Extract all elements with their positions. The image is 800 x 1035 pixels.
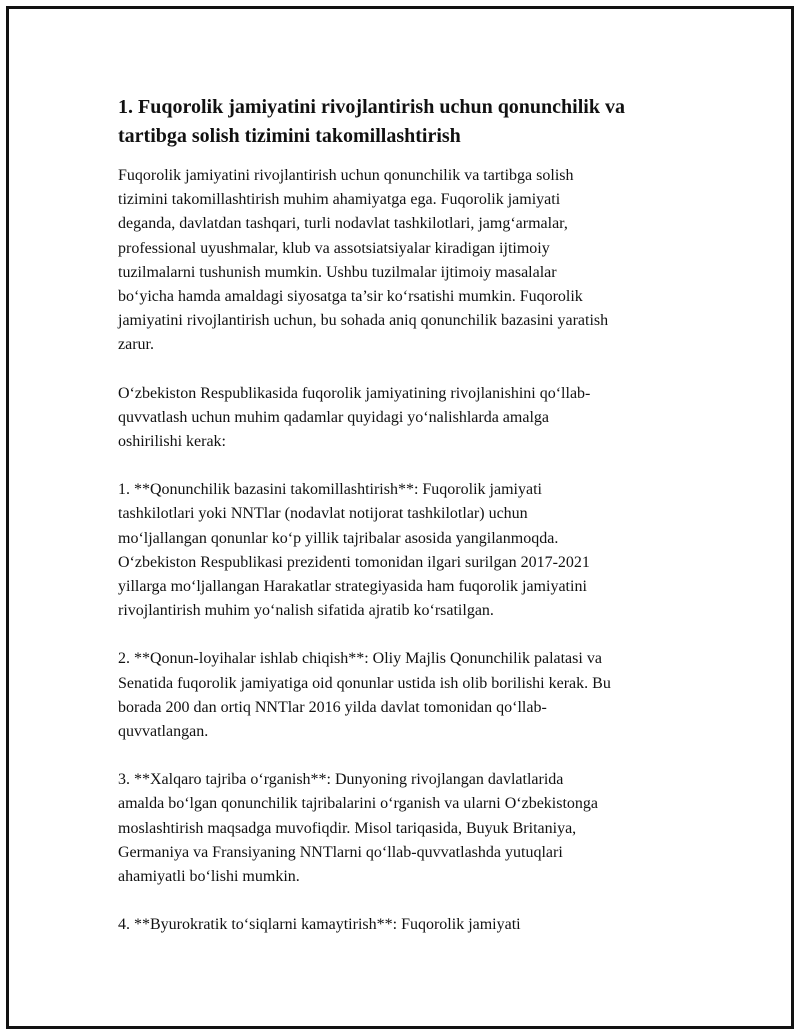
- text-line: borada 200 dan ortiq NNTlar 2016 yilda davlat tomonidan qo‘llab-: [118, 698, 547, 716]
- heading-line: 1. Fuqorolik jamiyatini rivojlantirish uchun qonunchilik va: [118, 96, 625, 118]
- text-line: quvvatlangan.: [118, 723, 209, 741]
- text-line: O‘zbekiston Respublikasida fuqorolik jamiyatining rivojlanishini qo‘llab-: [118, 384, 591, 402]
- heading-line: tartibga solish tizimini takomillashtirish: [118, 125, 461, 147]
- text-line: rivojlantirish muhim yo‘nalish sifatida ajratib ko‘rsatilgan.: [118, 602, 494, 620]
- text-line: deganda, davlatdan tashqari, turli nodavlat tashkilotlari, jamg‘armalar,: [118, 215, 568, 233]
- text-line: professional uyushmalar, klub va assotsiatsiyalar kiradigan ijtimoiy: [118, 239, 550, 257]
- list-item-3: [118, 768, 698, 889]
- text-line: amalda bo‘lgan qonunchilik tajribalarini o‘rganish va ularni O‘zbekistonga: [118, 795, 599, 813]
- text-line: Germaniya va Fransiyaning NNTlarni qo‘llab-quvvatlashda yutuqlari: [118, 843, 563, 861]
- text-line: Senatida fuqorolik jamiyatiga oid qonunlar ustida ish olib borilishi kerak. Bu: [118, 674, 611, 692]
- text-line: O‘zbekiston Respublikasi prezidenti tomonidan ilgari surilgan 2017-2021: [118, 553, 590, 571]
- list-item-4: [118, 913, 698, 937]
- text-line: 2. **Qonun-loyihalar ishlab chiqish**: Oliy Majlis Qonunchilik palatasi va: [118, 650, 602, 668]
- intro-paragraph: [118, 164, 698, 358]
- text-line: oshirilishi kerak:: [118, 433, 226, 451]
- text-line: mo‘ljallangan qonunlar ko‘p yillik tajribalar asosida yangilanmoqda.: [118, 529, 559, 547]
- text-line: 1. **Qonunchilik bazasini takomillashtirish**: Fuqorolik jamiyati: [118, 481, 542, 499]
- list-item-2: [118, 647, 698, 744]
- text-line: tizimini takomillashtirish muhim ahamiyatga ega. Fuqorolik jamiyati: [118, 191, 561, 209]
- text-line: jamiyatini rivojlantirish uchun, bu sohada aniq qonunchilik bazasini yaratish: [118, 312, 609, 330]
- text-line: moslashtirish maqsadga muvofiqdir. Misol tariqasida, Buyuk Britaniya,: [118, 819, 577, 837]
- lead-paragraph: [118, 382, 698, 455]
- text-line: Fuqorolik jamiyatini rivojlantirish uchun qonunchilik va tartibga solish: [118, 167, 574, 184]
- document-body: [118, 93, 698, 961]
- text-line: tuzilmalarni tushunish mumkin. Ushbu tuzilmalar ijtimoiy masalalar: [118, 263, 557, 281]
- text-line: 4. **Byurokratik to‘siqlarni kamaytirish**: Fuqorolik jamiyati: [118, 916, 521, 934]
- text-line: yillarga mo‘ljallangan Harakatlar strategiyasida ham fuqorolik jamiyatini: [118, 578, 587, 596]
- text-line: bo‘yicha hamda amaldagi siyosatga ta’sir ko‘rsatishi mumkin. Fuqorolik: [118, 288, 583, 306]
- text-line: quvvatlash uchun muhim qadamlar quyidagi yo‘nalishlarda amalga: [118, 408, 549, 426]
- text-line: tashkilotlari yoki NNTlar (nodavlat notijorat tashkilotlar) uchun: [118, 505, 528, 523]
- text-line: ahamiyatli bo‘lishi mumkin.: [118, 868, 300, 886]
- list-item-1: [118, 478, 698, 623]
- text-line: 3. **Xalqaro tajriba o‘rganish**: Dunyoning rivojlangan davlatlarida: [118, 771, 564, 789]
- text-line: zarur.: [118, 336, 154, 354]
- section-heading: [118, 93, 698, 151]
